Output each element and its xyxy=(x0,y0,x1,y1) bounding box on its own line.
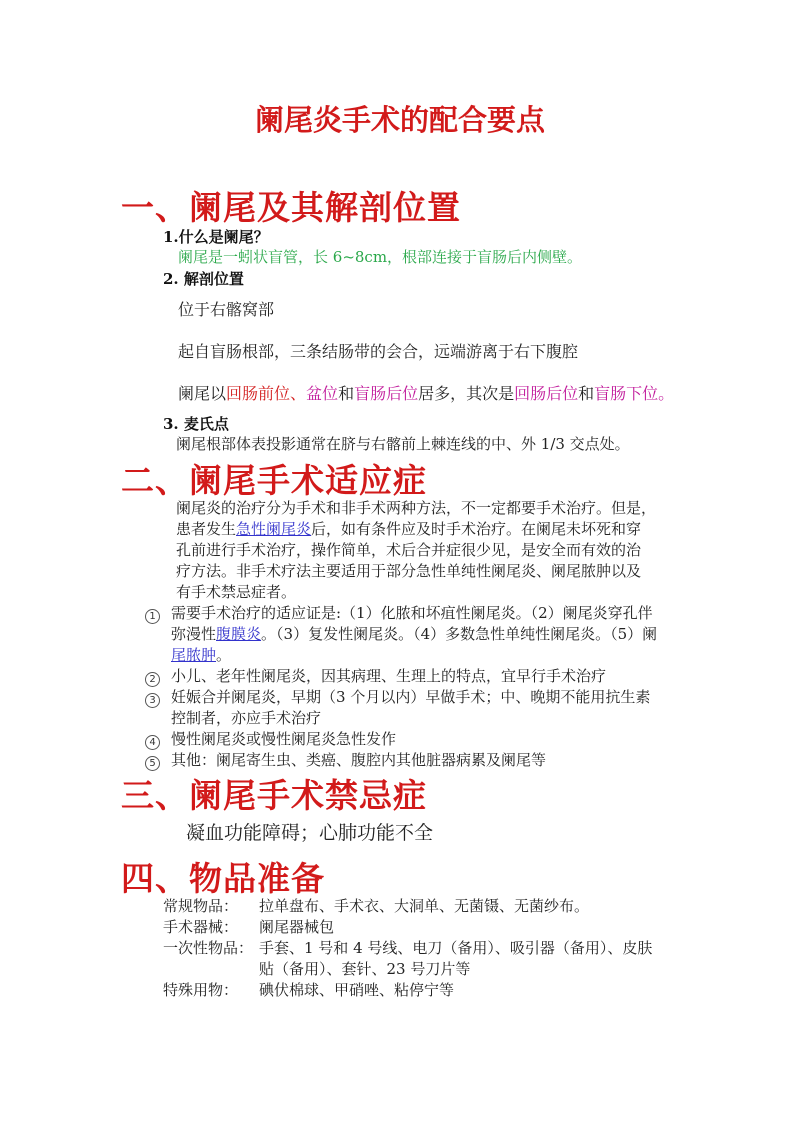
intro-line: 孔前进行手术治疗，操作简单，术后合并症很少见，是安全而有效的治 xyxy=(176,541,642,559)
punct: 、 xyxy=(290,384,307,403)
list-item xyxy=(145,688,160,708)
item-number: 3 xyxy=(145,693,160,708)
anatomy-text: 居多，其次是 xyxy=(418,384,515,403)
anatomy-line-1: 位于右髂窝部 xyxy=(178,300,275,319)
intro-line xyxy=(176,518,641,539)
anatomy-line-3 xyxy=(178,381,674,404)
supply-label: 特殊用物： xyxy=(163,981,239,999)
section-heading-2: 二、阑尾手术适应症 xyxy=(121,461,427,500)
list-item xyxy=(145,751,160,771)
indication-text: 。（3）复发性阑尾炎。（4）多数急性单纯性阑尾炎。（5）阑 xyxy=(261,625,658,643)
indication-line: 慢性阑尾炎或慢性阑尾炎急性发作 xyxy=(171,730,397,748)
anatomy-line-2: 起自盲肠根部，三条结肠带的会合，远端游离于右下腹腔 xyxy=(178,342,579,361)
indication-line xyxy=(171,644,231,665)
peritonitis-link[interactable]: 腹膜炎 xyxy=(216,625,262,643)
subheading-anatomy-position: 2. 解剖位置 xyxy=(163,270,244,288)
punct: 。 xyxy=(658,384,675,403)
intro-text: 患者发生 xyxy=(176,520,237,538)
section-heading-3: 三、阑尾手术禁忌症 xyxy=(121,776,427,815)
indication-line: 小儿、老年性阑尾炎，因其病理、生理上的特点，宜早行手术治疗 xyxy=(171,667,607,685)
supply-label: 一次性物品： xyxy=(163,939,254,957)
supply-label: 手术器械： xyxy=(163,918,239,936)
appendix-definition: 阑尾是一蚓状盲管，长 6~8cm，根部连接于盲肠后内侧壁。 xyxy=(178,248,583,266)
indication-text: 弥漫性 xyxy=(171,625,217,643)
list-item xyxy=(145,730,160,750)
contraindication-text: 凝血功能障碍；心肺功能不全 xyxy=(186,822,434,844)
item-number: 2 xyxy=(145,672,160,687)
intro-text: 后，如有条件应及时手术治疗。在阑尾未坏死和穿 xyxy=(311,520,642,538)
supply-value: 拉单盘布、手术衣、大洞单、无菌镊、无菌纱布。 xyxy=(259,897,590,915)
indication-line xyxy=(171,623,657,644)
item-number: 4 xyxy=(145,735,160,750)
anatomy-text: 和 xyxy=(578,384,595,403)
mcburney-description: 阑尾根部体表投影通常在脐与右髂前上棘连线的中、外 1/3 交点处。 xyxy=(176,435,630,453)
indication-line: 需要手术治疗的适应证是:（1）化脓和坏疽性阑尾炎。（2）阑尾炎穿孔伴 xyxy=(171,604,653,622)
indication-text: 。 xyxy=(216,646,232,664)
supply-value: 碘伏棉球、甲硝唑、粘停宁等 xyxy=(259,981,455,999)
document-title: 阑尾炎手术的配合要点 xyxy=(254,103,545,137)
supply-value: 手套、1 号和 4 号线、电刀（备用）、吸引器（备用）、皮肤 xyxy=(259,939,653,957)
intro-line: 阑尾炎的治疗分为手术和非手术两种方法，不一定都要手术治疗。但是， xyxy=(176,499,657,517)
abscess-link[interactable]: 尾脓肿 xyxy=(171,646,217,664)
indication-line: 其他：阑尾寄生虫、类癌、腹腔内其他脏器病累及阑尾等 xyxy=(171,751,547,769)
position-term: 回肠后位 xyxy=(514,384,579,403)
supply-label: 常规物品： xyxy=(163,897,239,915)
supply-value: 贴（备用）、套针、23 号刀片等 xyxy=(259,960,471,978)
position-term: 盆位 xyxy=(306,384,339,403)
indication-line: 控制者，亦应手术治疗 xyxy=(171,709,322,727)
intro-line: 疗方法。非手术疗法主要适用于部分急性单纯性阑尾炎、阑尾脓肿以及 xyxy=(176,562,642,580)
intro-line: 有手术禁忌症者。 xyxy=(176,583,297,601)
subheading-mcburney-point: 3. 麦氏点 xyxy=(163,415,229,433)
indication-line: 妊娠合并阑尾炎，早期（3 个月以内）早做手术；中、晚期不能用抗生素 xyxy=(171,688,651,706)
position-term: 盲肠下位 xyxy=(594,384,659,403)
section-heading-4: 四、物品准备 xyxy=(121,859,325,898)
section-heading-1: 一、阑尾及其解剖位置 xyxy=(121,188,461,227)
anatomy-text: 阑尾以 xyxy=(178,384,227,403)
item-number: 1 xyxy=(145,609,160,624)
list-item xyxy=(145,604,160,624)
supply-value: 阑尾器械包 xyxy=(259,918,335,936)
position-term: 盲肠后位 xyxy=(354,384,419,403)
acute-appendicitis-link[interactable]: 急性阑尾炎 xyxy=(236,520,312,538)
position-term: 回肠前位 xyxy=(226,384,291,403)
item-number: 5 xyxy=(145,756,160,771)
subheading-what-is-appendix: 1.什么是阑尾？ xyxy=(163,228,269,246)
list-item xyxy=(145,667,160,687)
anatomy-text: 和 xyxy=(338,384,355,403)
